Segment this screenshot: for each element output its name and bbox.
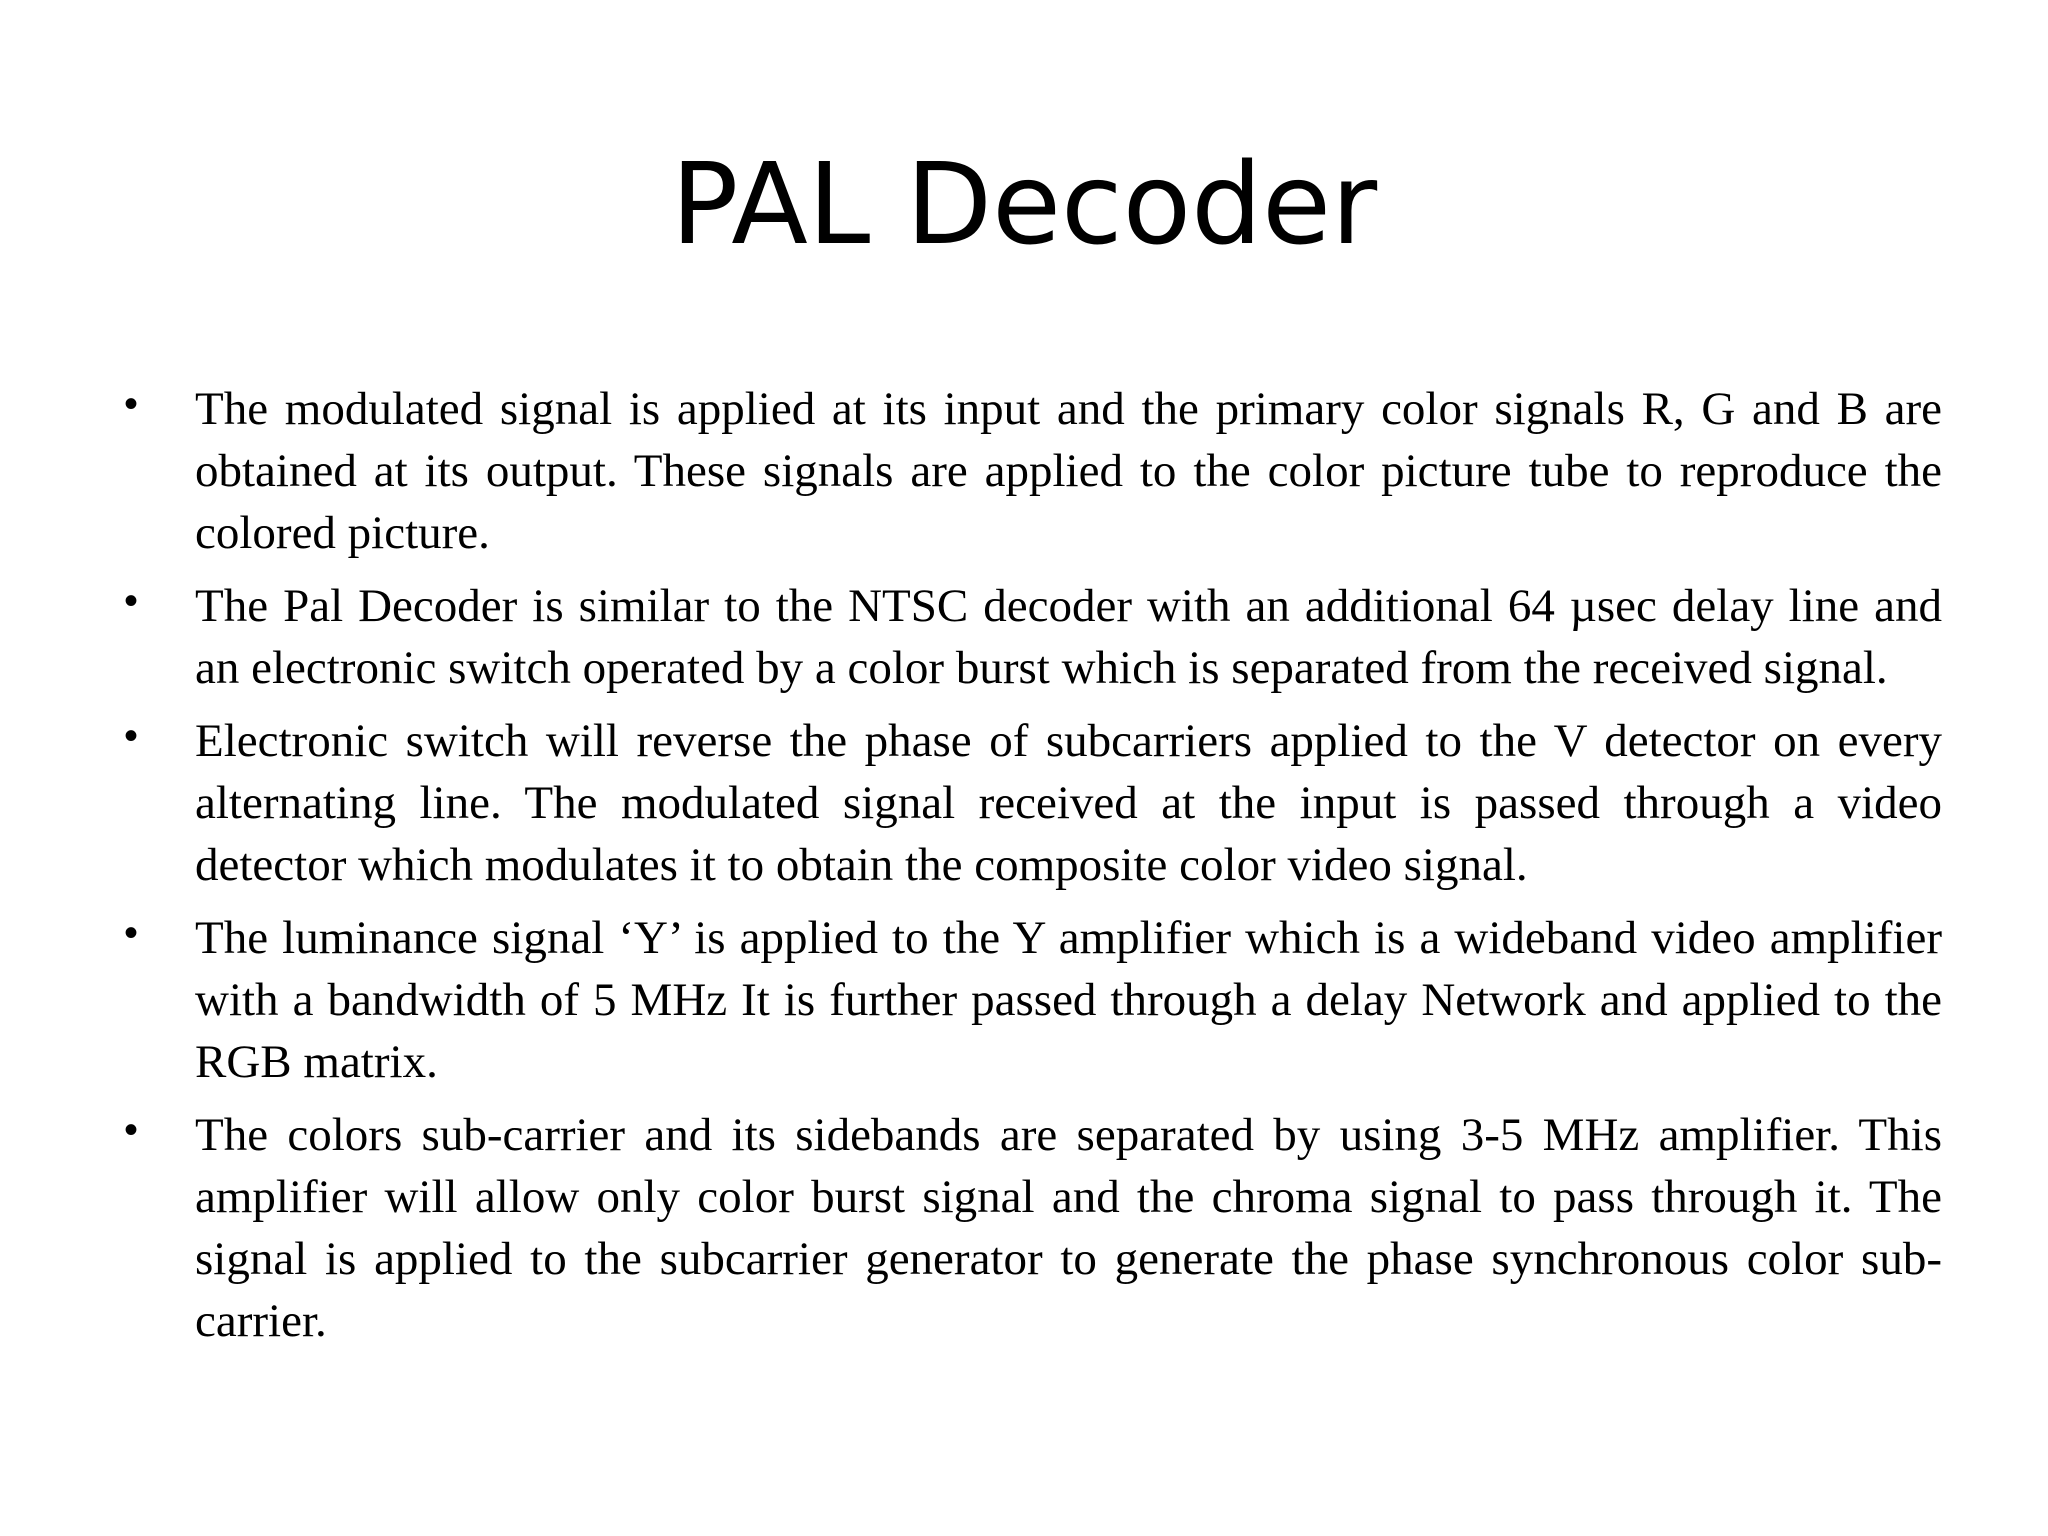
bullet-text: The Pal Decoder is similar to the NTSC decoder with an additional 64 µsec delay line and an electronic switch operated by a color burst which is separated from the received signal. (195, 580, 1942, 694)
bullet-icon: • (124, 382, 139, 426)
bullet-text: The modulated signal is applied at its input and the primary color signals R, G and B are obtained at its output. These signals are applied to the color picture tube to reproduce the colored picture. (195, 383, 1942, 559)
bullet-item (124, 378, 1942, 564)
bullet-item (124, 907, 1942, 1093)
bullet-text: The luminance signal ‘Y’ is applied to the Y amplifier which is a wideband video amplifier with a bandwidth of 5 MHz It is further passed through a delay Network and applied to the RGB matrix. (195, 912, 1942, 1088)
bullet-item (124, 710, 1942, 896)
bullet-icon: • (124, 714, 139, 758)
bullet-icon: • (124, 1108, 139, 1152)
bullet-list (124, 378, 1942, 1363)
bullet-item (124, 1104, 1942, 1352)
bullet-text: The colors sub-carrier and its sidebands are separated by using 3-5 MHz amplifier. This amplifier will allow only color burst signal and the chroma signal to pass through it. The signal is applied to the subcarrier generator to generate the phase synchronous color sub-carrier. (195, 1109, 1942, 1347)
slide-title: PAL Decoder (670, 140, 1378, 270)
bullet-item (124, 575, 1942, 699)
bullet-icon: • (124, 911, 139, 955)
bullet-icon: • (124, 579, 139, 623)
bullet-text: Electronic switch will reverse the phase of subcarriers applied to the V detector on every alternating line. The modulated signal received at the input is passed through a video detector which modulates it to obtain the composite color video signal. (195, 715, 1942, 891)
